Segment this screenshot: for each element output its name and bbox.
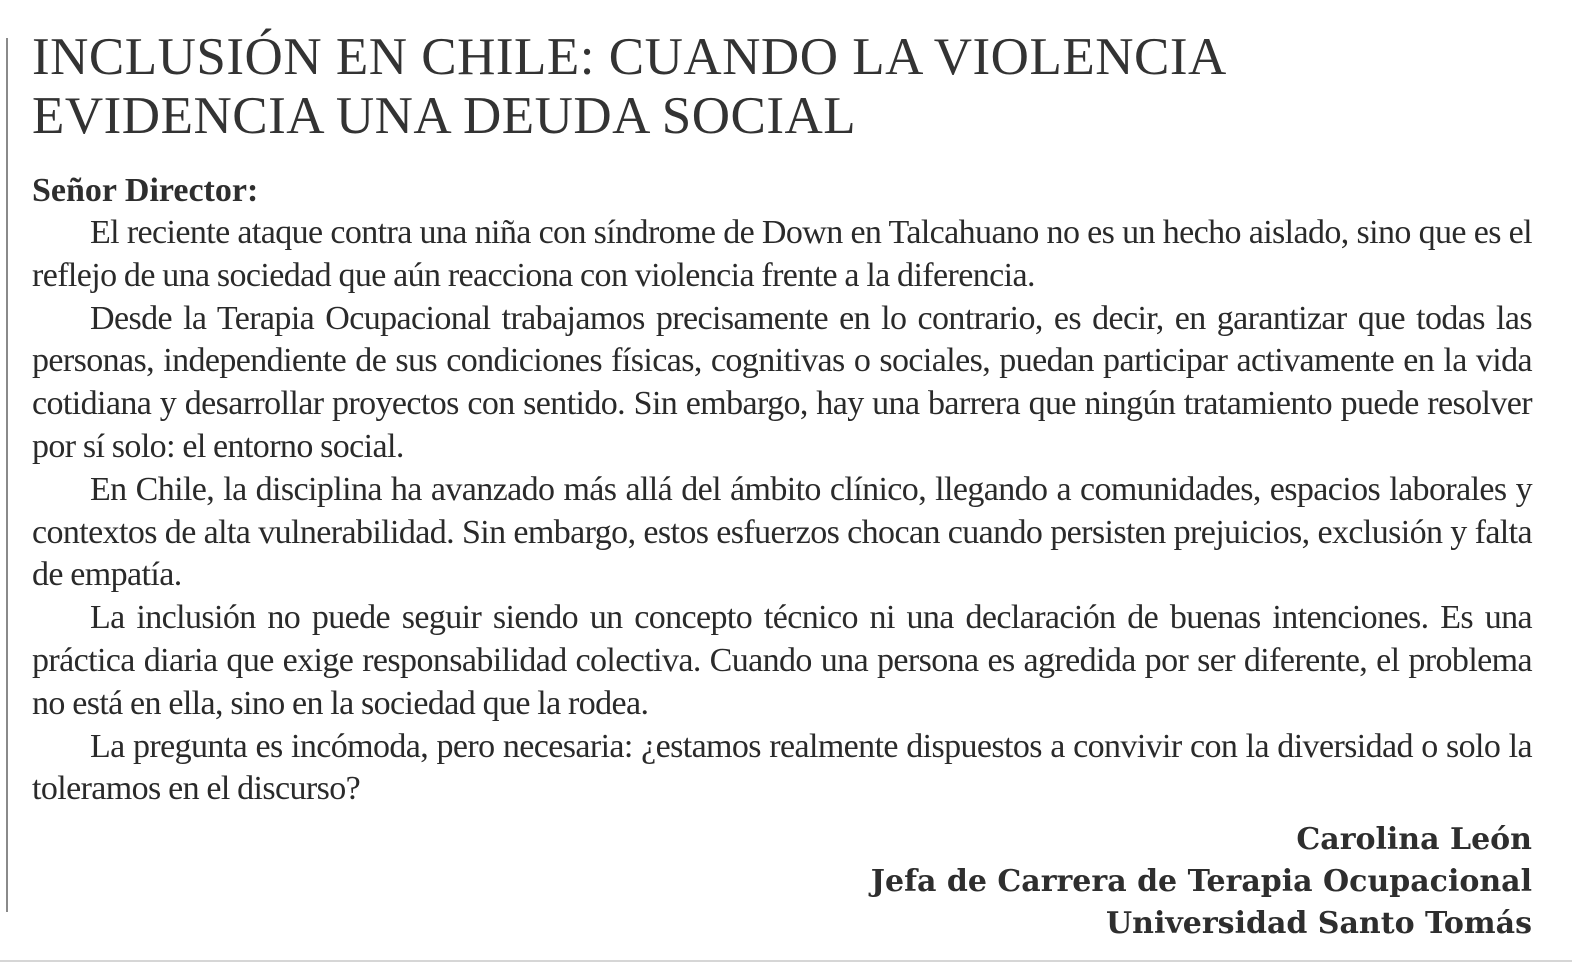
paragraph-4: La inclusión no puede seguir siendo un concepto técnico ni una declaración de buenas intenciones. Es una práctica diaria que exige responsabilidad colectiva. Cuando una persona es agredida por ser diferente, el problema no está en ella, sino en la sociedad que la rodea. — [32, 599, 1532, 722]
signature-role: Jefa de Carrera de Terapia Ocupacional — [870, 864, 1532, 900]
letter-body — [32, 212, 1532, 811]
signature-block — [32, 819, 1532, 945]
paragraph-2: Desde la Terapia Ocupacional trabajamos precisamente en lo contrario, es decir, en garantizar que todas las personas, independiente de sus condiciones físicas, cognitivas o sociales, puedan participar activamente en la vida cotidiana y desarrollar proyectos con sentido. Sin embargo, hay una barrera que ningún tratamiento puede resolver por sí solo: el entorno social. — [32, 299, 1532, 465]
column-rule — [6, 38, 8, 912]
headline — [32, 28, 1532, 146]
letter-article — [32, 28, 1532, 945]
bottom-rule — [0, 960, 1572, 962]
salutation: Señor Director: — [32, 172, 259, 209]
signature-name: Carolina León — [1296, 822, 1532, 858]
paragraph-5: La pregunta es incómoda, pero necesaria: ¿estamos realmente dispuestos a convivir con la diversidad o solo la toleramos en el discurso? — [32, 727, 1532, 808]
headline-line-2: EVIDENCIA UNA DEUDA SOCIAL — [32, 87, 857, 145]
signature-institution: Universidad Santo Tomás — [1105, 906, 1532, 942]
paragraph-3: En Chile, la disciplina ha avanzado más allá del ámbito clínico, llegando a comunidades, espacios laborales y contextos de alta vulnerabilidad. Sin embargo, estos esfuerzos chocan cuando persisten prejuicios, exclusión y falta de empatía. — [32, 470, 1532, 594]
headline-line-1: INCLUSIÓN EN CHILE: CUANDO LA VIOLENCIA — [32, 28, 1227, 86]
paragraph-1: El reciente ataque contra una niña con síndrome de Down en Talcahuano no es un hecho aislado, sino que es el reflejo de una sociedad que aún reacciona con violencia frente a la diferencia. — [32, 214, 1532, 294]
